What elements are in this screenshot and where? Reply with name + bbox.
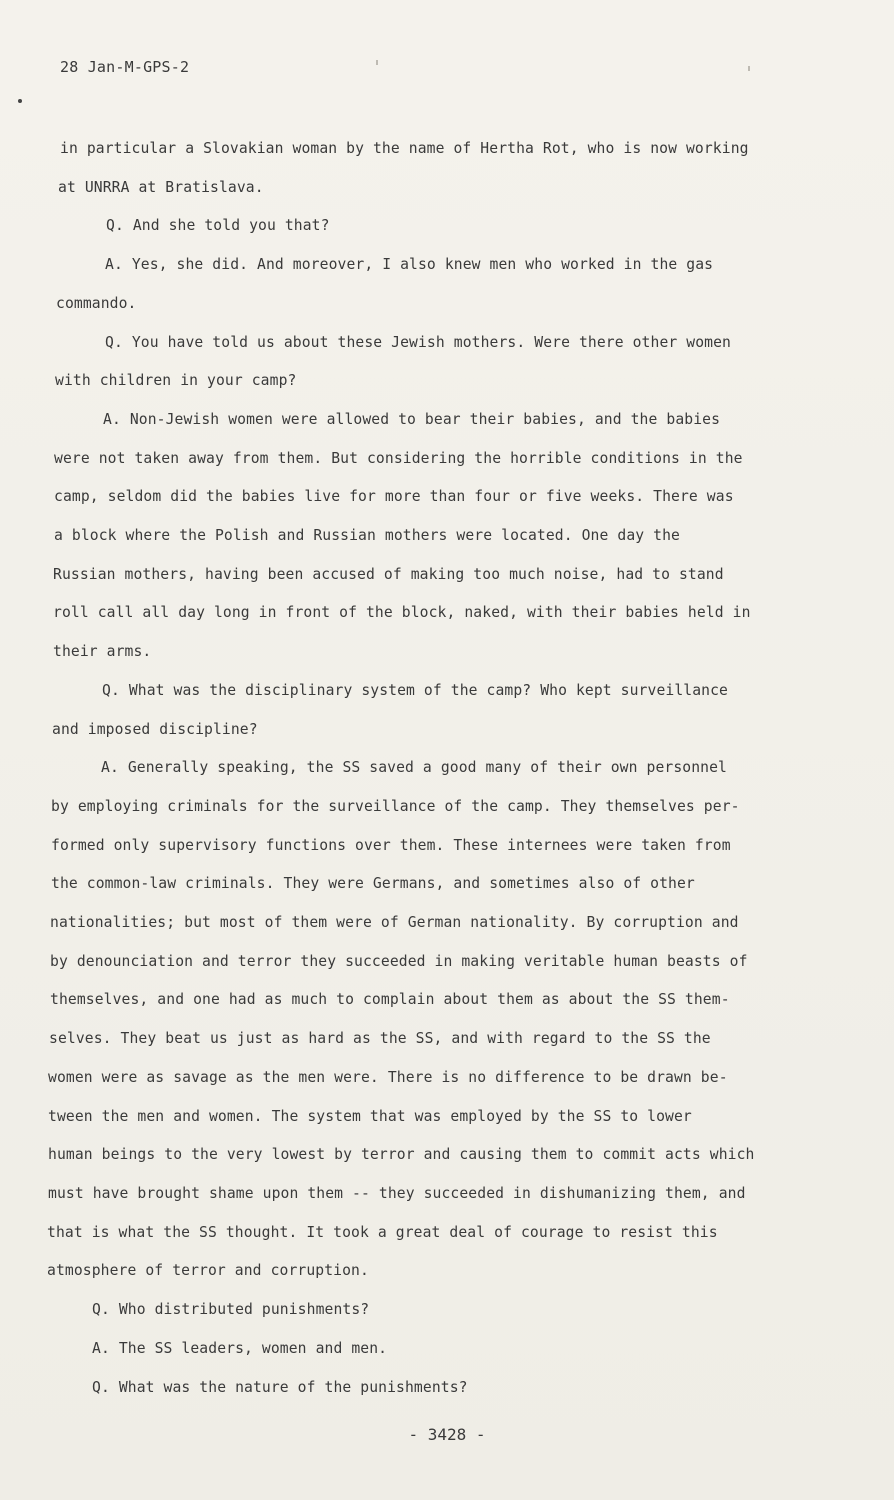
text-line: human beings to the very lowest by terror and causing them to commit acts which [48, 1146, 755, 1164]
text-line: by denounciation and terror they succeeded in making veritable human beasts of [50, 952, 748, 970]
text-line: A. The SS leaders, women and men. [92, 1339, 388, 1357]
text-line: formed only supervisory functions over them. These internees were taken from [51, 836, 731, 854]
text-line: Q. Who distributed punishments? [92, 1301, 370, 1319]
text-line: must have brought shame upon them -- they succeeded in dishumanizing them, and [48, 1184, 746, 1202]
text-line: their arms. [53, 643, 152, 661]
paragraph [40, 324, 820, 401]
text-line: by employing criminals for the surveillance of the camp. They themselves per- [51, 797, 740, 815]
text-line: with children in your camp? [55, 372, 297, 390]
text-line: in particular a Slovakian woman by the name of Hertha Rot, who is now working [60, 140, 749, 157]
paragraph [40, 672, 820, 749]
text-line: roll call all day long in front of the block, naked, with their babies held in [53, 604, 751, 622]
text-line: Q. And she told you that? [106, 217, 330, 235]
text-line: selves. They beat us just as hard as the SS, and with regard to the SS the [49, 1030, 711, 1048]
text-line: at UNRRA at Bratislava. [58, 178, 264, 196]
text-line: Q. What was the nature of the punishments? [92, 1378, 468, 1396]
text-line: a block where the Polish and Russian mothers were located. One day the [54, 527, 680, 545]
testimony-body [40, 130, 820, 1407]
text-line: nationalities; but most of them were of German nationality. By corruption and [50, 914, 739, 932]
text-line: women were as savage as the men were. There is no difference to be drawn be- [48, 1068, 728, 1086]
text-line: the common-law criminals. They were Germans, and sometimes also of other [51, 875, 695, 893]
text-line: commando. [56, 294, 137, 312]
text-line: atmosphere of terror and corruption. [47, 1262, 369, 1280]
text-line: Russian mothers, having been accused of making too much noise, had to stand [53, 565, 724, 583]
text-line: A. Non-Jewish women were allowed to bear their babies, and the babies [103, 410, 721, 428]
text-line: themselves, and one had as much to complain about them as about the SS them- [50, 991, 730, 1009]
text-line: A. Generally speaking, the SS saved a good many of their own personnel [101, 759, 727, 777]
text-line: camp, seldom did the babies live for more than four or five weeks. There was [54, 488, 734, 506]
page-number: - 3428 - [408, 1425, 486, 1444]
text-line: that is what the SS thought. It took a great deal of courage to resist this [47, 1223, 718, 1241]
paragraph [40, 401, 820, 672]
text-line: A. Yes, she did. And moreover, I also knew men who worked in the gas [105, 256, 714, 274]
paragraph [40, 246, 820, 323]
document-reference-header: 28 Jan-M-GPS-2 [60, 58, 190, 76]
text-line: Q. What was the disciplinary system of the camp? Who kept surveillance [102, 681, 728, 699]
paper-speck [376, 60, 378, 65]
text-line: tween the men and women. The system that was employed by the SS to lower [48, 1107, 692, 1125]
paper-speck [748, 66, 750, 71]
paragraph [40, 207, 820, 246]
paragraph [40, 1291, 820, 1330]
text-line: were not taken away from them. But considering the horrible conditions in the [54, 449, 743, 467]
text-line: Q. You have told us about these Jewish mothers. Were there other women [105, 333, 731, 351]
paragraph [40, 130, 820, 207]
text-line: and imposed discipline? [52, 720, 258, 738]
margin-dot [18, 99, 22, 103]
paragraph [40, 1369, 820, 1408]
paragraph [40, 1330, 820, 1369]
paragraph [40, 749, 820, 1291]
